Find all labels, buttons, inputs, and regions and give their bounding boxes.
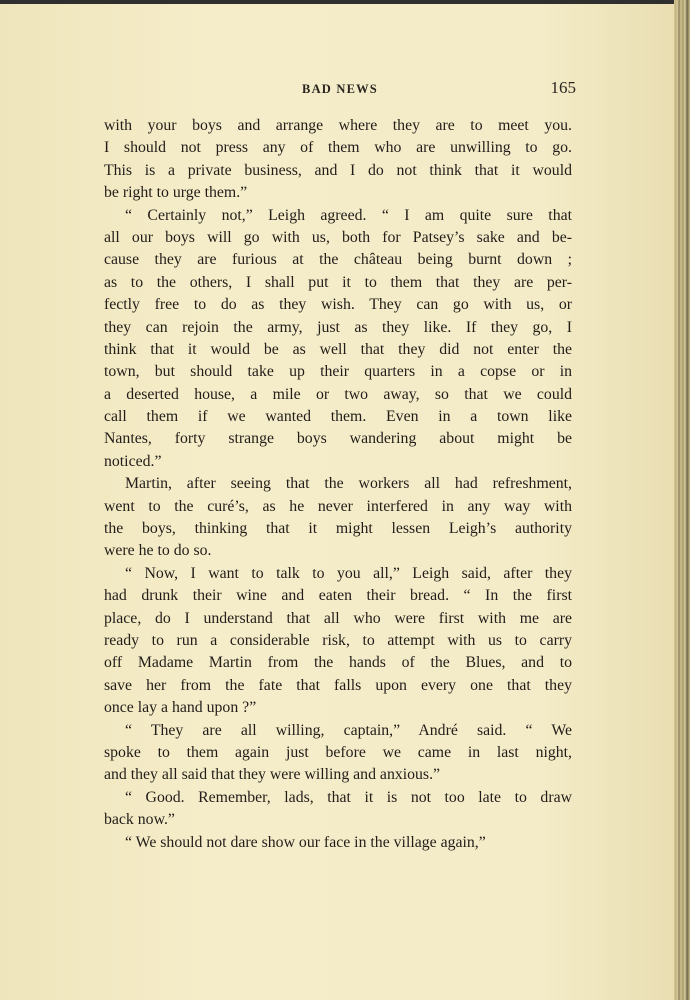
text-line: “ We should not dare show our face in the village again,” <box>125 833 486 851</box>
text-line: noticed.” <box>104 452 162 470</box>
text-line: as to the others, I shall put it to them that they are per- <box>104 273 572 291</box>
text-line: Martin, after seeing that the workers all had refreshment, <box>125 475 572 493</box>
text-line: “ Good. Remember, lads, that it is not too late to draw <box>125 788 572 806</box>
text-line: once lay a hand upon ?” <box>104 699 257 717</box>
text-line: be right to urge them.” <box>104 184 248 202</box>
book-page <box>0 4 674 1000</box>
text-line: a deserted house, a mile or two away, so that we could <box>104 385 572 403</box>
running-title: BAD NEWS <box>302 82 378 96</box>
page-number: 165 <box>550 78 576 97</box>
text-line: Nantes, forty strange boys wandering about might be <box>104 430 572 448</box>
text-line: ready to run a considerable risk, to attempt with us to carry <box>104 631 572 649</box>
text-line: “ Now, I want to talk to you all,” Leigh said, after they <box>125 564 572 582</box>
running-head <box>104 78 576 102</box>
text-line: “ They are all willing, captain,” André said. “ We <box>125 721 572 739</box>
text-line: off Madame Martin from the hands of the Blues, and to <box>104 654 572 672</box>
text-line: all our boys will go with us, both for Patsey’s sake and be- <box>104 228 572 246</box>
text-line: spoke to them again just before we came in last night, <box>104 743 572 761</box>
body-text <box>104 115 572 854</box>
text-line: think that it would be as well that they did not enter the <box>104 340 572 358</box>
text-line: This is a private business, and I do not think that it would <box>104 161 572 179</box>
text-line: had drunk their wine and eaten their bread. “ In the first <box>104 587 572 605</box>
text-line: call them if we wanted them. Even in a town like <box>104 408 572 426</box>
text-line: “ Certainly not,” Leigh agreed. “ I am quite sure that <box>125 206 572 224</box>
text-line: town, but should take up their quarters in a copse or in <box>104 363 572 381</box>
text-line: were he to do so. <box>104 542 212 560</box>
text-line: they can rejoin the army, just as they like. If they go, I <box>104 318 572 336</box>
text-line: the boys, thinking that it might lessen Leigh’s authority <box>104 520 572 538</box>
text-line: back now.” <box>104 811 175 829</box>
text-line: place, do I understand that all who were first with me are <box>104 609 572 627</box>
text-line: and they all said that they were willing and anxious.” <box>104 766 441 784</box>
text-line: went to the curé’s, as he never interfered in any way with <box>104 497 572 515</box>
page-edge <box>674 0 690 1000</box>
text-line: with your boys and arrange where they are to meet you. <box>104 117 572 134</box>
text-line: fectly free to do as they wish. They can go with us, or <box>104 296 572 314</box>
text-line: save her from the fate that falls upon every one that they <box>104 676 572 694</box>
text-line: I should not press any of them who are unwilling to go. <box>104 139 572 157</box>
text-line: cause they are furious at the château being burnt down ; <box>104 251 572 269</box>
